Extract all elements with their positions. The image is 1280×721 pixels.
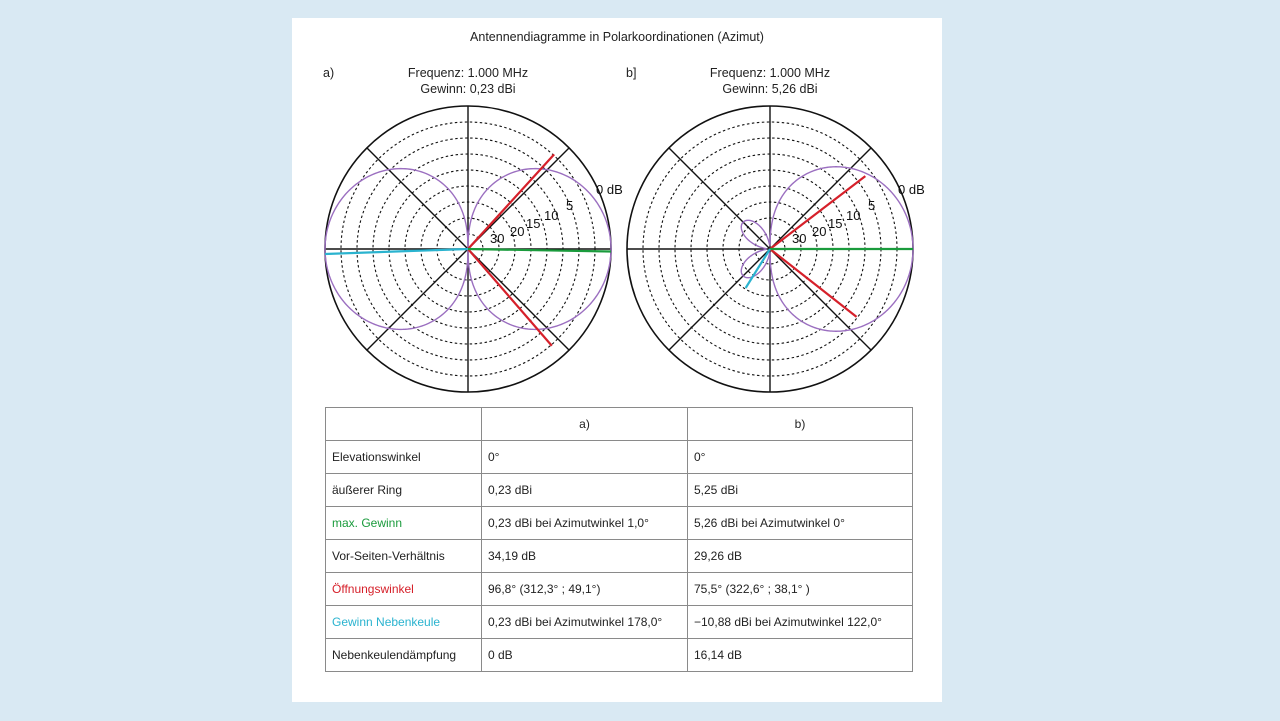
table-cell-value-b: 5,26 dBi bei Azimutwinkel 0° bbox=[688, 507, 913, 540]
table-row bbox=[326, 606, 913, 639]
antenna-comparison-table bbox=[325, 407, 913, 672]
ring-label: 10 bbox=[544, 208, 559, 223]
table-header-b: b) bbox=[688, 408, 913, 441]
panel-b-letter: b] bbox=[626, 66, 637, 80]
panel-b-gain: Gewinn: 5,26 dBi bbox=[722, 82, 818, 96]
ring-label: 5 bbox=[566, 198, 574, 213]
table-cell-value-a: 0,23 dBi bbox=[482, 474, 688, 507]
panel-a-gain: Gewinn: 0,23 dBi bbox=[420, 82, 516, 96]
table-header-empty bbox=[326, 408, 482, 441]
table-cell-row-label: Öffnungswinkel bbox=[326, 573, 482, 606]
table-row bbox=[326, 573, 913, 606]
table-header-a: a) bbox=[482, 408, 688, 441]
table-cell-value-b: 16,14 dB bbox=[688, 639, 913, 672]
table-cell-row-label: Elevationswinkel bbox=[326, 441, 482, 474]
table-cell-value-b: 0° bbox=[688, 441, 913, 474]
table-cell-value-a: 0,23 dBi bei Azimutwinkel 1,0° bbox=[482, 507, 688, 540]
ring-label: 20 bbox=[812, 224, 827, 239]
ring-label: 30 bbox=[792, 231, 807, 246]
ring-label: 5 bbox=[868, 198, 876, 213]
ring-label: 30 bbox=[490, 231, 505, 246]
table-row bbox=[326, 639, 913, 672]
polar-plot-a bbox=[325, 106, 623, 392]
ring-label: 0 dB bbox=[596, 182, 623, 197]
ring-label: 15 bbox=[828, 216, 843, 231]
table-row bbox=[326, 441, 913, 474]
table-cell-value-a: 34,19 dB bbox=[482, 540, 688, 573]
table-cell-row-label: Vor-Seiten-Verhältnis bbox=[326, 540, 482, 573]
table-cell-value-a: 0 dB bbox=[482, 639, 688, 672]
ring-label: 15 bbox=[526, 216, 541, 231]
table-cell-row-label: max. Gewinn bbox=[326, 507, 482, 540]
polar-diagrams bbox=[292, 18, 942, 403]
table-cell-value-b: 5,25 dBi bbox=[688, 474, 913, 507]
ring-label: 0 dB bbox=[898, 182, 925, 197]
figure-title: Antennendiagramme in Polarkoordinationen (Azimut) bbox=[470, 30, 764, 44]
table-row bbox=[326, 507, 913, 540]
table-cell-row-label: äußerer Ring bbox=[326, 474, 482, 507]
table-header-row bbox=[326, 408, 913, 441]
table-cell-value-a: 0° bbox=[482, 441, 688, 474]
figure-sheet bbox=[292, 18, 942, 702]
panel-a-letter: a) bbox=[323, 66, 335, 80]
beamwidth-edge-line bbox=[468, 249, 552, 346]
table-cell-value-b: 75,5° (322,6° ; 38,1° ) bbox=[688, 573, 913, 606]
panel-a-frequency: Frequenz: 1.000 MHz bbox=[407, 66, 529, 80]
panel-b-frequency: Frequenz: 1.000 MHz bbox=[709, 66, 831, 80]
ring-label: 10 bbox=[846, 208, 861, 223]
sidelobe-line bbox=[746, 249, 770, 288]
beamwidth-edge-line bbox=[770, 249, 857, 317]
polar-plot-b bbox=[627, 106, 925, 392]
ring-label: 20 bbox=[510, 224, 525, 239]
table-cell-row-label: Gewinn Nebenkeule bbox=[326, 606, 482, 639]
table-cell-value-b: −10,88 dBi bei Azimutwinkel 122,0° bbox=[688, 606, 913, 639]
table-row bbox=[326, 474, 913, 507]
table-cell-value-a: 0,23 dBi bei Azimutwinkel 178,0° bbox=[482, 606, 688, 639]
table-cell-value-a: 96,8° (312,3° ; 49,1°) bbox=[482, 573, 688, 606]
table-cell-value-b: 29,26 dB bbox=[688, 540, 913, 573]
sidelobe-line bbox=[325, 249, 468, 254]
table-cell-row-label: Nebenkeulendämpfung bbox=[326, 639, 482, 672]
table-row bbox=[326, 540, 913, 573]
